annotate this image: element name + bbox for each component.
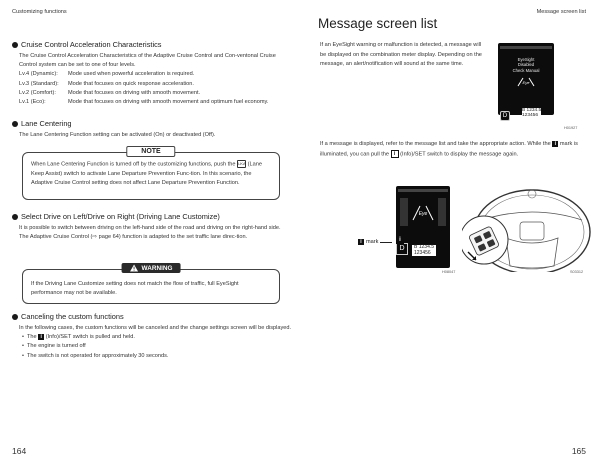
- info-icon: i: [552, 141, 558, 147]
- meter-display-screen: [498, 43, 554, 115]
- message-paragraph: If a message is displayed, refer to the message list and take the appropriate action. While the i mark is illuminated, you can pull the i (Info)/SET switch to display the message again.: [320, 140, 578, 158]
- level-row: Lv.4 (Dynamic): Mode used when powerful acceleration is required.: [19, 71, 195, 78]
- lka-switch-icon: LKA: [238, 161, 246, 166]
- intro-paragraph: If an EyeSight warning or malfunction is detected, a message will be displayed on the combination meter display. Depending on the message, an alert/notification will sound at the same time.: [320, 42, 482, 68]
- odometer-readout: B 1234.5 123456: [414, 244, 435, 256]
- eyesight-icon: [410, 204, 436, 222]
- level-row: Lv.3 (Standard): Mode that focuses on quick response acceleration.: [19, 80, 194, 87]
- section-text: The Cruise Control Acceleration Characteristics of the Adaptive Cruise Control and Con-ventonal Cruise Control system can be set to one of four levels.: [19, 53, 276, 69]
- svg-text:Eye: Eye: [418, 211, 428, 217]
- page-number: 164: [12, 446, 27, 456]
- page-number: 165: [571, 446, 586, 456]
- warning-text: If the Driving Lane Customize setting does not match the flow of traffic, full EyeSight performance may not be available.: [31, 281, 239, 297]
- figure-caption: H08047: [442, 270, 456, 274]
- info-set-switch-icon: i: [391, 150, 399, 158]
- info-mark-indicator: i: [396, 236, 404, 244]
- warning-triangle-icon: [130, 264, 139, 272]
- gear-indicator: D: [500, 111, 510, 121]
- bullet-icon: [12, 314, 18, 320]
- bullet-icon: [12, 121, 18, 127]
- meter-top-bar: [500, 46, 552, 49]
- section-title: Lane Centering: [21, 119, 72, 128]
- bullet-icon: [12, 214, 18, 220]
- note-box: [22, 148, 280, 200]
- figure-caption: H01927: [564, 126, 578, 130]
- right-page: [300, 0, 600, 471]
- info-icon: i: [358, 239, 364, 245]
- running-header: Customizing functions: [12, 9, 67, 15]
- eyesight-message: EyeSight Disabled Check Manual: [512, 57, 540, 73]
- section-title: Canceling the custom functions: [21, 312, 124, 321]
- section-text: The Lane Centering Function setting can be activated (On) or deactivated (Off).: [19, 132, 216, 138]
- steering-wheel-illustration: [462, 182, 594, 272]
- running-header: Message screen list: [536, 9, 586, 15]
- note-label: NOTE: [126, 146, 175, 157]
- level-row: Lv.1 (Eco): Mode that focuses on driving with smooth movement and optimum fuel economy.: [19, 99, 269, 106]
- leader-line: [380, 242, 392, 243]
- section-select-drive: [12, 212, 294, 242]
- warning-label: WARNING: [122, 263, 181, 273]
- section-text: It is possible to switch between driving on the left-hand side of the road and driving on the right-hand side.: [19, 225, 281, 231]
- section-title: Select Drive on Left/Drive on Right (Driving Lane Customize): [21, 212, 220, 221]
- warning-box: [22, 264, 280, 304]
- section-text: In the following cases, the custom functions will be canceled and the change settings screen will be displayed.: [19, 325, 292, 331]
- page-title: Message screen list: [318, 16, 438, 31]
- info-mark-callout: i mark: [358, 239, 392, 245]
- bullet-icon: [12, 42, 18, 48]
- level-row: Lv.2 (Comfort): Mode that focuses on driving with smooth movement.: [19, 89, 201, 96]
- list-item: • The switch is not operated for approximately 30 seconds.: [22, 352, 169, 359]
- gear-indicator: D: [396, 243, 408, 255]
- figure-caption: S03312: [570, 270, 584, 274]
- eyesight-icon: [516, 76, 536, 88]
- note-text: When Lane Centering Function is turned off by the customizing functions, push the LKA (Lane Keep Assist) switch to activate Lane Departure Prevention Func-tion. In this scenario, the Adaptive Cruise Control setting does not affect Lane Departure Prevention Function.: [31, 161, 262, 186]
- list-item: • The engine is turned off: [22, 343, 86, 350]
- section-canceling: [12, 312, 294, 361]
- section-cruise-accel: [12, 40, 294, 107]
- list-item: • The i (Info)/SET switch is pulled and held.: [22, 333, 135, 341]
- odometer-readout: B 1234.5 123456: [522, 108, 542, 119]
- section-lane-centering: [12, 119, 294, 140]
- section-text: The Adaptive Cruise Control (⇨ page 64) function is adapted to the set traffic lane direc-tion.: [19, 234, 248, 241]
- svg-text:Eye: Eye: [522, 80, 530, 85]
- section-title: Cruise Control Acceleration Characteristics: [21, 40, 162, 49]
- info-icon: i: [38, 334, 44, 340]
